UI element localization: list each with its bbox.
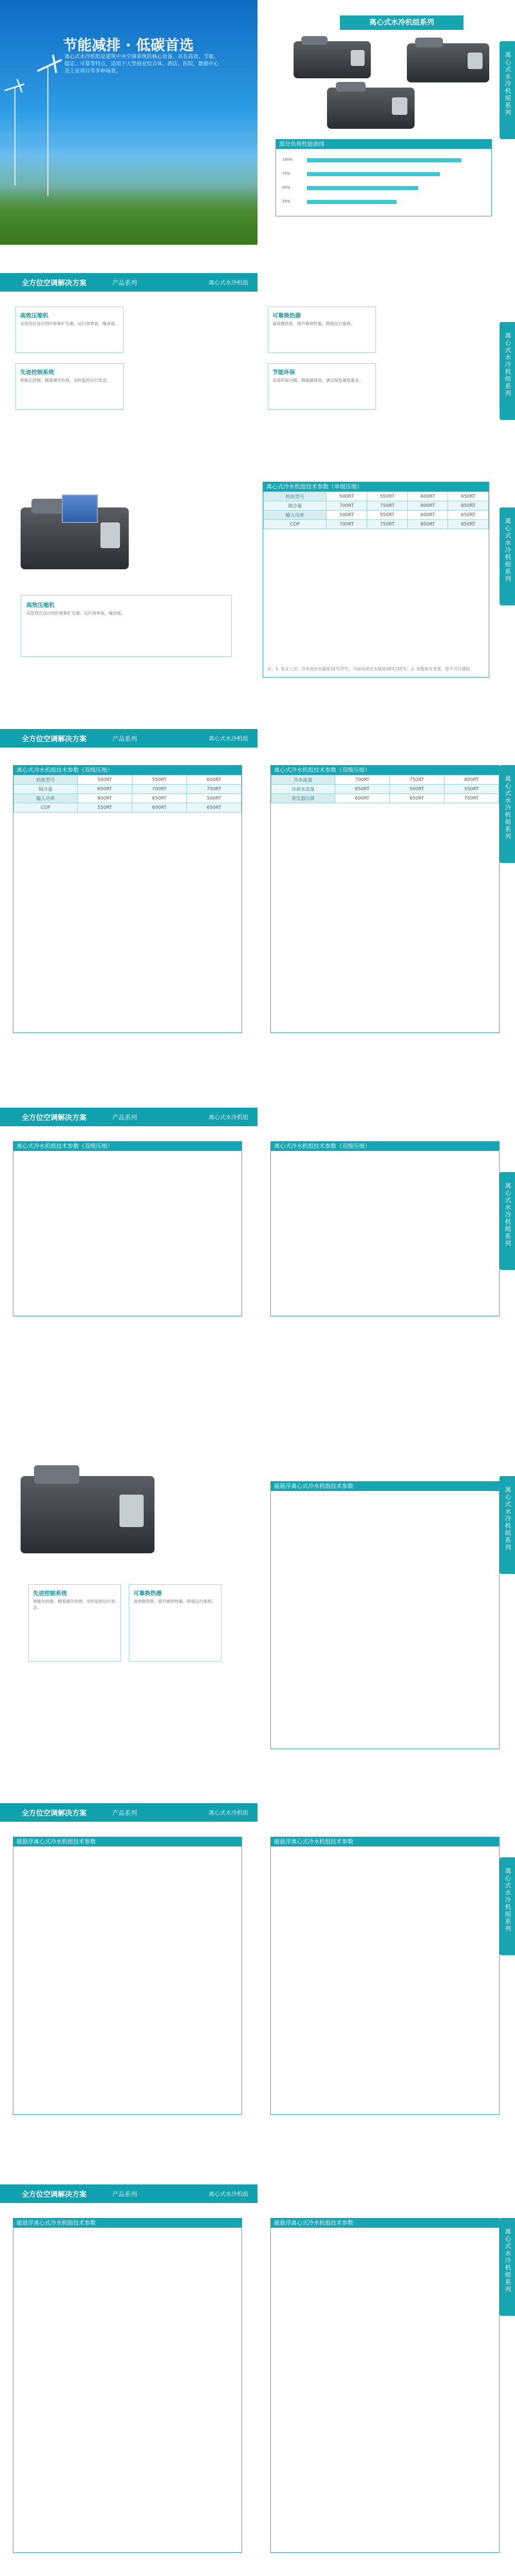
chart-label: 100% [282, 158, 293, 162]
feature-box [28, 1584, 121, 1662]
side-tab [500, 1172, 515, 1270]
table-cell: 850RT [132, 794, 186, 803]
table-cell: 650RT [77, 785, 132, 794]
spec-table-title: 离心式冷水机组技术参数（双级压缩） [271, 766, 499, 775]
header-series: 产品系列 [112, 1809, 138, 1817]
table-cell: 550RT [132, 775, 186, 785]
spec-table-title: 磁悬浮离心式冷水机组技术参数 [271, 1482, 499, 1491]
overview-chart-title: 部分负荷性能曲线 [276, 140, 491, 149]
hero-image [0, 0, 258, 245]
header-bar [0, 1108, 258, 1126]
table-cell: 750RT [367, 501, 408, 511]
table-cell: 850RT [448, 520, 489, 529]
header-brand: 全方位空调解决方案 [22, 279, 87, 287]
side-tab-label: 离心式水冷机组系列 [504, 332, 511, 397]
header-brand: 全方位空调解决方案 [22, 735, 87, 743]
spread-8 [0, 2177, 515, 2576]
row-label: COP [14, 803, 78, 812]
chiller-image-3 [327, 88, 415, 129]
table-cell: 750RT [389, 775, 444, 785]
header-bar [0, 1803, 258, 1822]
spec-table [270, 2218, 500, 2553]
feature-box [15, 307, 124, 353]
spread-4 [0, 719, 515, 1100]
side-tab-label: 离心式水冷机组系列 [504, 2228, 511, 2293]
header-tag: 离心式水冷机组 [209, 1809, 248, 1816]
spec-table-title: 离心式冷水机组技术参数（双级压缩） [13, 766, 242, 775]
spec-table [270, 765, 500, 1033]
spread-2 [0, 245, 515, 471]
header-series: 产品系列 [112, 1114, 138, 1121]
hero-text: 离心式水冷机组是建筑中央空调系统的核心设备，具有高效、节能、稳定、可靠等特点，适用于大型商业综合体、酒店、医院、数据中心及工业项目等多种场景。 [64, 54, 219, 74]
spec-table [270, 1481, 500, 1749]
spec-table-title: 离心式冷水机组技术参数（双级压缩） [271, 1142, 499, 1151]
spec-table-title: 磁悬浮离心式冷水机组技术参数 [13, 2218, 242, 2228]
row-label: 机组型号 [264, 492, 327, 501]
side-tab-label: 离心式水冷机组系列 [504, 1182, 511, 1247]
header-brand: 全方位空调解决方案 [22, 1114, 87, 1122]
spec-table-title: 磁悬浮离心式冷水机组技术参数 [13, 1837, 242, 1846]
feature-text: 智能化控制，精准调节负荷，实时监控运行状态。 [20, 378, 111, 383]
side-tab-label: 离心式水冷机组系列 [504, 1868, 511, 1933]
side-tab [500, 322, 515, 420]
chart-bar [307, 172, 440, 176]
spec-table [13, 765, 242, 1033]
side-tab [500, 2218, 515, 2316]
table-cell: 650RT [389, 794, 444, 803]
feature-title: 高效压缩机 [20, 312, 48, 319]
header-tag: 离心式水冷机组 [209, 279, 248, 286]
side-tab [500, 507, 515, 605]
table-cell: 500RT [327, 492, 367, 501]
header-series: 产品系列 [112, 735, 138, 742]
feature-title: 可靠换热器 [133, 1590, 162, 1597]
table-cell: 550RT [77, 803, 132, 812]
side-tab-label: 离心式水冷机组系列 [504, 775, 511, 840]
header-series: 产品系列 [112, 279, 138, 286]
side-tab-label: 离心式水冷机组系列 [504, 1486, 511, 1551]
spec-table-title: 离心式冷水机组技术参数（双级压缩） [13, 1142, 242, 1151]
side-tab [500, 765, 515, 863]
table-cell: 850RT [335, 785, 389, 794]
hero-title: 节能减排 · 低碳首选 [63, 37, 194, 54]
chiller-image [21, 1476, 154, 1553]
chiller-image-2 [407, 43, 489, 82]
chart-label: 75% [282, 172, 290, 176]
header-tag: 离心式水冷机组 [209, 2191, 248, 2197]
table-cell: 850RT [448, 501, 489, 511]
table-cell: 650RT [448, 511, 489, 520]
right-page-title: 离心式水冷机组系列 [340, 15, 464, 30]
row-label: 输入功率 [14, 794, 78, 803]
feature-title: 先进控制系统 [20, 369, 54, 376]
table-cell: 600RT [186, 775, 241, 785]
chart-label: 25% [282, 199, 290, 204]
row-label: 蒸发器压降 [271, 794, 335, 803]
side-tab [500, 1476, 515, 1574]
table-cell: 750RT [186, 785, 241, 794]
feature-box [15, 363, 124, 410]
table-cell: 600RT [335, 794, 389, 803]
spec-table [13, 1141, 242, 1316]
chart-label: 50% [282, 185, 290, 190]
table-cell: 700RT [132, 785, 186, 794]
table-cell: 800RT [407, 520, 448, 529]
header-tag: 离心式水冷机组 [209, 735, 248, 742]
chart-bar [307, 158, 461, 162]
feature-box [268, 363, 376, 410]
chart-bar [307, 186, 418, 190]
feature-text: 智能化控制，精准调节负荷，实时监控运行状态。 [33, 1599, 115, 1610]
row-label: COP [264, 520, 327, 529]
spread-6 [0, 1440, 515, 1795]
feature-text: 采用优化设计的叶轮和扩压器，运行效率高，噪音低。 [26, 611, 125, 616]
table-cell: 500RT [327, 511, 367, 520]
table-cell: 750RT [367, 520, 408, 529]
spec-table-title: 离心式冷水机组技术参数（单级压缩） [263, 482, 489, 492]
feature-title: 先进控制系统 [33, 1590, 67, 1597]
table-cell: 650RT [448, 492, 489, 501]
spec-table [263, 482, 489, 677]
header-brand: 全方位空调解决方案 [22, 1809, 87, 1818]
table-cell: 800RT [444, 775, 499, 785]
side-tab-label: 离心式水冷机组系列 [504, 518, 511, 583]
header-bar [0, 2184, 258, 2203]
header-series: 产品系列 [112, 2191, 138, 2198]
row-label: 冷却水流量 [271, 785, 335, 794]
header-tag: 离心式水冷机组 [209, 1114, 248, 1121]
feature-text: 采用优化设计的叶轮和扩压器，运行效率高，噪音低。 [20, 321, 119, 326]
header-brand: 全方位空调解决方案 [22, 2191, 87, 2199]
row-label: 制冷量 [14, 785, 78, 794]
table-cell: 550RT [444, 785, 499, 794]
row-label: 制冷量 [264, 501, 327, 511]
table-cell: 600RT [132, 803, 186, 812]
feature-title: 可靠换热器 [272, 312, 301, 319]
spread-7 [0, 1795, 515, 2177]
spec-table-title: 磁悬浮离心式冷水机组技术参数 [271, 2218, 499, 2228]
feature-text: 高效换热管，提升换热性能，降低运行能耗。 [272, 321, 355, 326]
feature-box [268, 307, 376, 353]
feature-box [129, 1584, 221, 1662]
table-cell: 500RT [389, 785, 444, 794]
table-cell: 650RT [186, 803, 241, 812]
spec-table [13, 1837, 242, 2115]
table-cell: 550RT [367, 511, 408, 520]
header-bar [0, 729, 258, 748]
control-panel-image [62, 495, 98, 523]
spec-table [270, 1141, 500, 1316]
spec-table [13, 2218, 242, 2553]
spread-5 [0, 1100, 515, 1440]
row-label: 冷水流量 [271, 775, 335, 785]
table-cell: 600RT [407, 492, 448, 501]
table-cell: 500RT [77, 775, 132, 785]
spread-cover [0, 0, 515, 245]
row-label: 机组型号 [14, 775, 78, 785]
table-cell: 800RT [77, 794, 132, 803]
table-cell: 700RT [327, 501, 367, 511]
cover-right-page [258, 0, 515, 245]
overview-chart [276, 139, 492, 216]
feature-text: 高效换热管，提升换热性能，降低运行能耗。 [133, 1599, 216, 1604]
feature-text: 采用环保冷媒，降低碳排放，满足绿色建筑要求。 [272, 378, 363, 383]
header-bar [0, 273, 258, 292]
spread-3 [0, 471, 515, 719]
side-tab [500, 1857, 515, 1955]
spec-table [270, 1837, 500, 2115]
row-label: 输入功率 [264, 511, 327, 520]
table-cell: 600RT [407, 511, 448, 520]
feature-title: 高效压缩机 [26, 602, 55, 608]
feature-title: 节能环保 [272, 369, 295, 376]
table-cell: 700RT [444, 794, 499, 803]
chiller-image-1 [294, 41, 371, 78]
feature-box [21, 595, 232, 657]
table-cell: 500RT [186, 794, 241, 803]
table-cell: 700RT [327, 520, 367, 529]
side-tab-label: 离心式水冷机组系列 [504, 52, 511, 116]
table-cell: 800RT [407, 501, 448, 511]
table-cell: 700RT [335, 775, 389, 785]
table-notes: 注：1. 名义工况：冷水进出水温度12℃/7℃，冷却水进出水温度30℃/35℃。2. 参数如有变更，恕不另行通知。 [267, 667, 474, 671]
chart-bar [307, 200, 397, 204]
table-cell: 550RT [367, 492, 408, 501]
spec-table-title: 磁悬浮离心式冷水机组技术参数 [271, 1837, 499, 1846]
side-tab [500, 41, 515, 139]
